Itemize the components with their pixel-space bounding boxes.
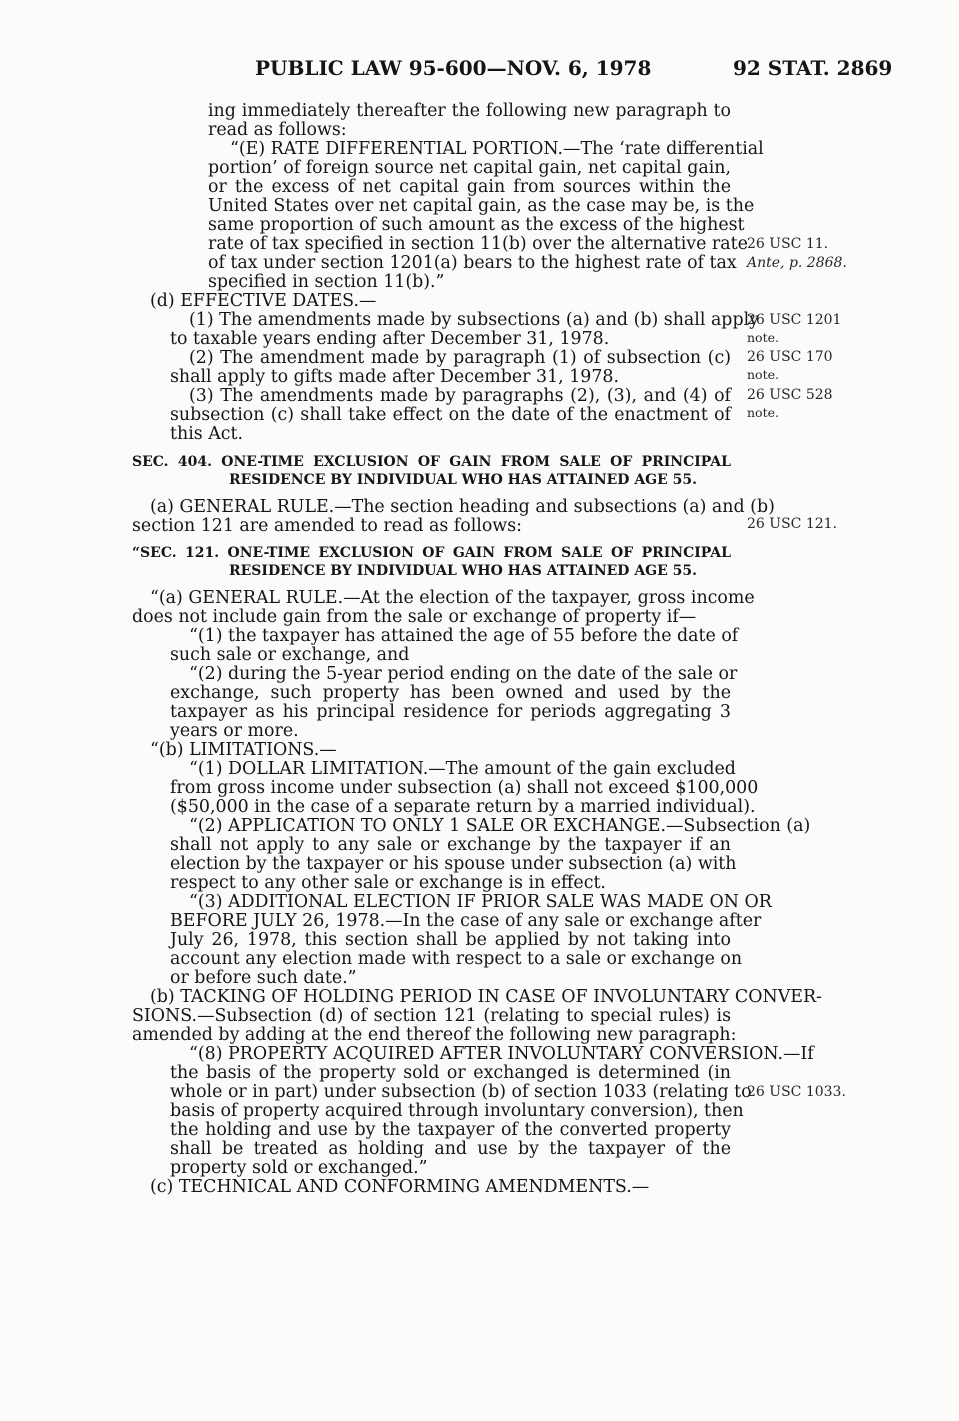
body-line: “(a) GENERAL RULE.—At the election of the taxpayer, gross income [150,588,755,608]
section-heading: SEC. 404. ONE-TIME EXCLUSION OF GAIN FROM SALE OF PRINCIPAL [132,454,731,470]
body-line: (3) The amendments made by paragraphs (2), (3), and (4) of [189,386,731,406]
body-line: years or more. [170,721,299,741]
body-line: “(E) RATE DIFFERENTIAL PORTION.—The ‘rate differential [230,139,764,159]
subsection-heading: “(b) LIMITATIONS.— [150,740,337,760]
body-line: of tax under section 1201(a) bears to the highest rate of tax [208,253,737,273]
body-line: (2) The amendment made by paragraph (1) of subsection (c) [189,348,731,368]
body-line: taxpayer as his principal residence for periods aggregating 3 [170,702,731,722]
body-line: (1) The amendments made by subsections (a) and (b) shall apply [189,310,759,330]
body-line: (b) TACKING OF HOLDING PERIOD IN CASE OF INVOLUNTARY CONVER- [150,987,822,1007]
margin-note: 26 USC 121. [747,516,837,532]
margin-note: 26 USC 170 [747,349,833,365]
body-line: shall be treated as holding and use by the taxpayer of the [170,1139,731,1159]
body-line: to taxable years ending after December 31, 1978. [170,329,610,349]
body-line: property sold or exchanged.” [170,1158,428,1178]
section-heading: “SEC. 121. ONE-TIME EXCLUSION OF GAIN FROM SALE OF PRINCIPAL [132,545,731,561]
body-line: or the excess of net capital gain from sources within the [208,177,731,197]
body-line: portion’ of foreign source net capital gain, net capital gain, [208,158,731,178]
body-line: amended by adding at the end thereof the following new paragraph: [132,1025,737,1045]
margin-note: 26 USC 1201 [747,312,842,328]
margin-note: 26 USC 1033. [747,1084,846,1100]
running-header-title: PUBLIC LAW 95-600—NOV. 6, 1978 [255,56,652,80]
body-line: subsection (c) shall take effect on the date of the enactment of [170,405,731,425]
body-line: “(2) during the 5-year period ending on the date of the sale or [189,664,738,684]
margin-note: 26 USC 11. [747,236,829,252]
body-line: July 26, 1978, this section shall be applied by not taking into [170,930,731,950]
body-line: SIONS.—Subsection (d) of section 121 (relating to special rules) is [132,1006,731,1026]
body-line: or before such date.” [170,968,357,988]
section-heading: RESIDENCE BY INDIVIDUAL WHO HAS ATTAINED AGE 55. [229,563,698,579]
body-line: exchange, such property has been owned and used by the [170,683,731,703]
body-line: whole or in part) under subsection (b) of section 1033 (relating to [170,1082,752,1102]
body-line: shall apply to gifts made after December 31, 1978. [170,367,619,387]
body-line: “(3) ADDITIONAL ELECTION IF PRIOR SALE WAS MADE ON OR [189,892,772,912]
body-line: United States over net capital gain, as the case may be, is the [208,196,755,216]
section-heading: RESIDENCE BY INDIVIDUAL WHO HAS ATTAINED AGE 55. [229,472,698,488]
body-line: such sale or exchange, and [170,645,410,665]
body-line: election by the taxpayer or his spouse under subsection (a) with [170,854,737,874]
body-line: shall not apply to any sale or exchange by the taxpayer if an [170,835,731,855]
margin-note: note. [747,405,779,420]
subsection-heading: (d) EFFECTIVE DATES.— [150,291,377,311]
running-header-stat: 92 STAT. 2869 [733,56,893,80]
body-line: “(8) PROPERTY ACQUIRED AFTER INVOLUNTARY CONVERSION.—If [189,1044,814,1064]
body-line: BEFORE JULY 26, 1978.—In the case of any sale or exchange after [170,911,762,931]
body-line: basis of property acquired through involuntary conversion), then [170,1101,744,1121]
body-line: does not include gain from the sale or exchange of property if— [132,607,697,627]
margin-note: 26 USC 528 [747,387,833,403]
body-line: this Act. [170,424,244,444]
margin-note: Ante, p. 2868. [747,255,847,271]
body-line: “(1) DOLLAR LIMITATION.—The amount of the gain excluded [189,759,736,779]
body-line: the holding and use by the taxpayer of the converted property [170,1120,731,1140]
body-line: (a) GENERAL RULE.—The section heading and subsections (a) and (b) [150,497,775,517]
body-line: “(1) the taxpayer has attained the age of 55 before the date of [189,626,739,646]
body-line: from gross income under subsection (a) shall not exceed $100,000 [170,778,759,798]
body-line: ($50,000 in the case of a separate return by a married individual). [170,797,756,817]
body-line: same proportion of such amount as the excess of the highest [208,215,745,235]
body-line: ing immediately thereafter the following new paragraph to [208,101,731,121]
margin-note: note. [747,367,779,382]
body-line: section 121 are amended to read as follows: [132,516,522,536]
body-line: rate of tax specified in section 11(b) over the alternative rate [208,234,748,254]
body-line: the basis of the property sold or exchanged is determined (in [170,1063,731,1083]
body-line: read as follows: [208,120,347,140]
body-line: respect to any other sale or exchange is in effect. [170,873,606,893]
body-line: account any election made with respect to a sale or exchange on [170,949,743,969]
margin-note: note. [747,330,779,345]
subsection-heading: (c) TECHNICAL AND CONFORMING AMENDMENTS.— [150,1177,650,1197]
body-line: “(2) APPLICATION TO ONLY 1 SALE OR EXCHANGE.—Subsection (a) [189,816,811,836]
body-line: specified in section 11(b).” [208,272,445,292]
